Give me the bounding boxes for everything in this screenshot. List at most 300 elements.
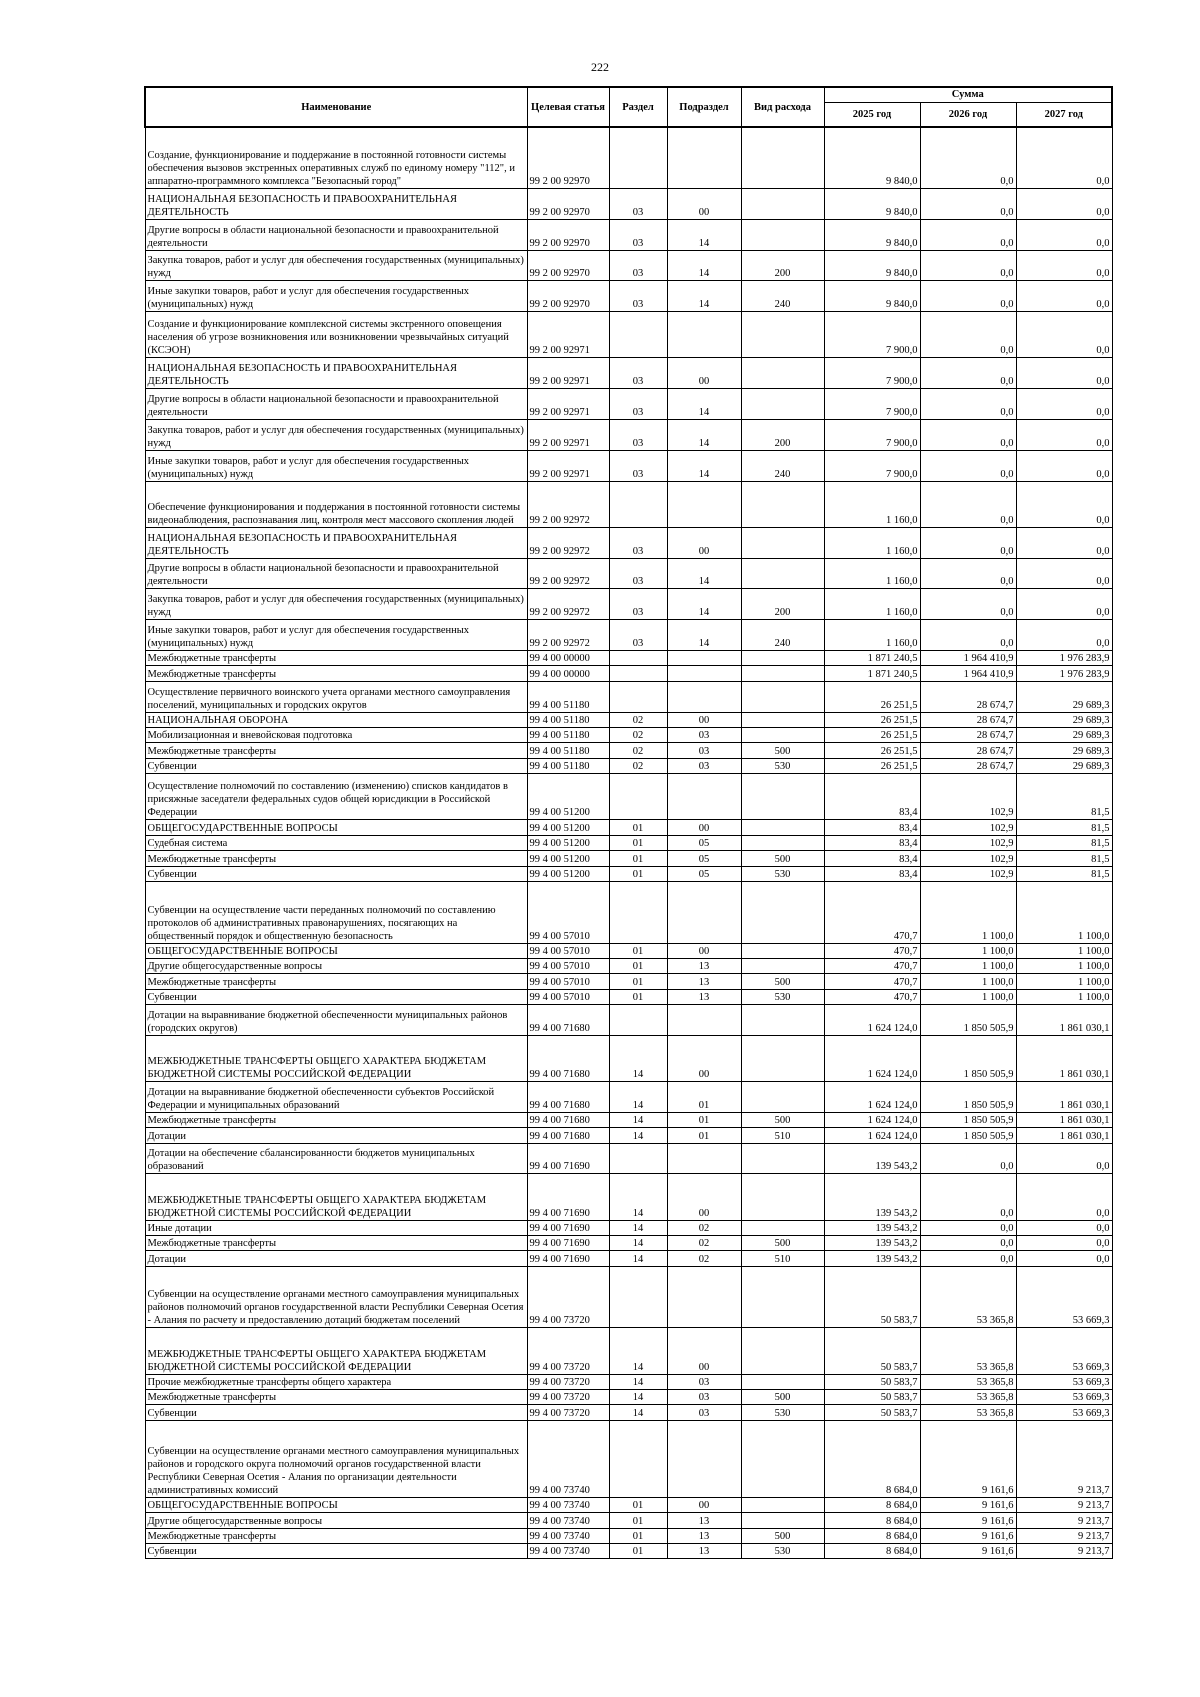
table-row [145, 1143, 1112, 1174]
row-amount-2026: 1 964 410,9 [920, 651, 1016, 666]
row-subsection [667, 1266, 741, 1328]
row-code: 99 4 00 57010 [527, 881, 609, 943]
row-subsection: 02 [667, 1251, 741, 1266]
table-row [145, 681, 1112, 712]
row-section [609, 666, 667, 681]
row-amount-2025: 1 160,0 [824, 589, 920, 620]
row-code: 99 4 00 73740 [527, 1543, 609, 1558]
row-name: ОБЩЕГОСУДАРСТВЕННЫЕ ВОПРОСЫ [145, 943, 527, 958]
row-subsection: 03 [667, 758, 741, 773]
row-section: 14 [609, 1220, 667, 1235]
row-section: 01 [609, 1528, 667, 1543]
row-section [609, 681, 667, 712]
table-row [145, 281, 1112, 312]
row-amount-2026: 9 161,6 [920, 1543, 1016, 1558]
row-section: 01 [609, 1497, 667, 1512]
row-section [609, 1143, 667, 1174]
table-row [145, 881, 1112, 943]
row-amount-2025: 26 251,5 [824, 758, 920, 773]
table-row [145, 1035, 1112, 1081]
row-amount-2027: 53 669,3 [1016, 1266, 1112, 1328]
row-name: Межбюджетные трансферты [145, 666, 527, 681]
row-section [609, 1266, 667, 1328]
row-amount-2025: 50 583,7 [824, 1266, 920, 1328]
row-amount-2025: 1 624 124,0 [824, 1035, 920, 1081]
row-name: Другие общегосударственные вопросы [145, 958, 527, 973]
row-section: 01 [609, 866, 667, 881]
row-subsection: 14 [667, 620, 741, 651]
row-amount-2025: 8 684,0 [824, 1420, 920, 1497]
row-expense-type [741, 481, 824, 527]
row-amount-2027: 1 100,0 [1016, 989, 1112, 1004]
row-amount-2027: 0,0 [1016, 219, 1112, 250]
row-code: 99 4 00 57010 [527, 943, 609, 958]
row-section [609, 127, 667, 189]
row-section: 03 [609, 589, 667, 620]
row-amount-2025: 9 840,0 [824, 281, 920, 312]
row-name: Создание и функционирование комплексной системы экстренного оповещения населения об угрозе возникновения или возникновении чрезвычайных ситуаций (КСЭОН) [145, 312, 527, 358]
row-code: 99 4 00 71690 [527, 1174, 609, 1220]
row-amount-2026: 1 100,0 [920, 989, 1016, 1004]
row-section: 14 [609, 1035, 667, 1081]
row-amount-2026: 1 100,0 [920, 974, 1016, 989]
row-amount-2025: 139 543,2 [824, 1174, 920, 1220]
row-code: 99 4 00 51200 [527, 820, 609, 835]
row-subsection: 01 [667, 1128, 741, 1143]
row-amount-2025: 1 871 240,5 [824, 651, 920, 666]
row-amount-2026: 0,0 [920, 1220, 1016, 1235]
row-expense-type [741, 728, 824, 743]
row-amount-2027: 0,0 [1016, 620, 1112, 651]
row-amount-2025: 1 160,0 [824, 527, 920, 558]
row-amount-2026: 0,0 [920, 219, 1016, 250]
row-amount-2026: 1 100,0 [920, 958, 1016, 973]
row-code: 99 4 00 73740 [527, 1497, 609, 1512]
row-amount-2025: 50 583,7 [824, 1389, 920, 1404]
table-row [145, 1251, 1112, 1266]
row-expense-type [741, 1220, 824, 1235]
row-expense-type: 200 [741, 250, 824, 281]
row-name: Межбюджетные трансферты [145, 743, 527, 758]
row-section [609, 481, 667, 527]
row-name: Дотации [145, 1251, 527, 1266]
row-subsection: 13 [667, 1528, 741, 1543]
row-amount-2027: 29 689,3 [1016, 681, 1112, 712]
row-amount-2026: 0,0 [920, 481, 1016, 527]
row-name: Субвенции [145, 1405, 527, 1420]
row-amount-2027: 9 213,7 [1016, 1528, 1112, 1543]
row-amount-2026: 28 674,7 [920, 758, 1016, 773]
row-amount-2027: 53 669,3 [1016, 1328, 1112, 1374]
row-amount-2025: 7 900,0 [824, 358, 920, 389]
row-section [609, 1005, 667, 1036]
row-code: 99 4 00 51180 [527, 758, 609, 773]
row-amount-2026: 1 850 505,9 [920, 1128, 1016, 1143]
table-row [145, 1513, 1112, 1528]
row-amount-2026: 0,0 [920, 1174, 1016, 1220]
row-subsection [667, 1143, 741, 1174]
row-amount-2025: 139 543,2 [824, 1236, 920, 1251]
row-subsection [667, 651, 741, 666]
row-code: 99 4 00 73720 [527, 1389, 609, 1404]
table-row [145, 1420, 1112, 1497]
row-expense-type [741, 312, 824, 358]
row-section [609, 774, 667, 820]
budget-table [144, 86, 1113, 1559]
row-amount-2026: 102,9 [920, 774, 1016, 820]
row-amount-2025: 26 251,5 [824, 712, 920, 727]
row-expense-type: 240 [741, 620, 824, 651]
row-name: Мобилизационная и вневойсковая подготовка [145, 728, 527, 743]
table-row [145, 943, 1112, 958]
row-section: 03 [609, 620, 667, 651]
row-code: 99 4 00 71690 [527, 1236, 609, 1251]
row-code: 99 4 00 73720 [527, 1374, 609, 1389]
row-code: 99 4 00 51180 [527, 743, 609, 758]
row-section [609, 312, 667, 358]
row-subsection [667, 127, 741, 189]
table-row [145, 1220, 1112, 1235]
row-amount-2026: 28 674,7 [920, 712, 1016, 727]
row-name: Другие вопросы в области национальной безопасности и правоохранительной деятельности [145, 219, 527, 250]
row-amount-2027: 81,5 [1016, 866, 1112, 881]
header-code: Целевая статья [527, 87, 609, 127]
row-amount-2025: 7 900,0 [824, 420, 920, 451]
row-name: МЕЖБЮДЖЕТНЫЕ ТРАНСФЕРТЫ ОБЩЕГО ХАРАКТЕРА БЮДЖЕТАМ БЮДЖЕТНОЙ СИСТЕМЫ РОССИЙСКОЙ ФЕДЕРАЦИИ [145, 1035, 527, 1081]
row-expense-type [741, 774, 824, 820]
row-code: 99 2 00 92970 [527, 127, 609, 189]
table-row [145, 127, 1112, 189]
row-amount-2027: 1 100,0 [1016, 943, 1112, 958]
row-code: 99 4 00 51200 [527, 866, 609, 881]
row-code: 99 4 00 71690 [527, 1143, 609, 1174]
row-amount-2027: 9 213,7 [1016, 1497, 1112, 1512]
table-row [145, 728, 1112, 743]
row-amount-2025: 1 871 240,5 [824, 666, 920, 681]
row-section: 14 [609, 1251, 667, 1266]
row-expense-type: 500 [741, 1389, 824, 1404]
row-amount-2025: 9 840,0 [824, 219, 920, 250]
row-amount-2026: 1 100,0 [920, 881, 1016, 943]
row-amount-2025: 83,4 [824, 851, 920, 866]
row-expense-type: 500 [741, 1112, 824, 1127]
row-amount-2025: 9 840,0 [824, 189, 920, 220]
row-expense-type: 240 [741, 281, 824, 312]
row-amount-2027: 0,0 [1016, 527, 1112, 558]
row-amount-2026: 0,0 [920, 127, 1016, 189]
header-year-2026: 2026 год [920, 102, 1016, 127]
row-expense-type [741, 1005, 824, 1036]
row-subsection: 05 [667, 835, 741, 850]
row-code: 99 4 00 71690 [527, 1251, 609, 1266]
row-code: 99 2 00 92972 [527, 620, 609, 651]
row-amount-2026: 9 161,6 [920, 1497, 1016, 1512]
table-row [145, 620, 1112, 651]
row-code: 99 2 00 92970 [527, 189, 609, 220]
table-row [145, 820, 1112, 835]
row-code: 99 2 00 92972 [527, 481, 609, 527]
header-section: Раздел [609, 87, 667, 127]
row-name: Судебная система [145, 835, 527, 850]
row-amount-2025: 9 840,0 [824, 250, 920, 281]
row-amount-2027: 0,0 [1016, 358, 1112, 389]
table-row [145, 312, 1112, 358]
row-subsection: 14 [667, 250, 741, 281]
row-name: Межбюджетные трансферты [145, 651, 527, 666]
row-section: 01 [609, 835, 667, 850]
row-expense-type [741, 958, 824, 973]
row-expense-type [741, 1174, 824, 1220]
row-amount-2026: 0,0 [920, 450, 1016, 481]
row-section: 03 [609, 558, 667, 589]
row-amount-2026: 28 674,7 [920, 681, 1016, 712]
row-section [609, 1420, 667, 1497]
table-row [145, 758, 1112, 773]
row-amount-2027: 0,0 [1016, 127, 1112, 189]
table-row [145, 389, 1112, 420]
row-expense-type: 530 [741, 1405, 824, 1420]
row-subsection: 14 [667, 420, 741, 451]
row-amount-2026: 53 365,8 [920, 1405, 1016, 1420]
row-expense-type [741, 189, 824, 220]
row-section: 14 [609, 1328, 667, 1374]
row-name: Субвенции [145, 989, 527, 1004]
row-expense-type [741, 1374, 824, 1389]
row-amount-2027: 1 861 030,1 [1016, 1128, 1112, 1143]
row-amount-2026: 0,0 [920, 1251, 1016, 1266]
row-code: 99 4 00 51200 [527, 851, 609, 866]
row-section: 02 [609, 728, 667, 743]
row-code: 99 2 00 92972 [527, 589, 609, 620]
row-section: 03 [609, 389, 667, 420]
row-amount-2027: 9 213,7 [1016, 1543, 1112, 1558]
row-name: Осуществление первичного воинского учета органами местного самоуправления поселений, муниципальных и городских округов [145, 681, 527, 712]
row-code: 99 2 00 92972 [527, 527, 609, 558]
row-code: 99 2 00 92971 [527, 450, 609, 481]
row-amount-2026: 102,9 [920, 866, 1016, 881]
table-row [145, 651, 1112, 666]
row-name: Дотации на выравнивание бюджетной обеспеченности муниципальных районов (городских округов) [145, 1005, 527, 1036]
row-amount-2025: 50 583,7 [824, 1328, 920, 1374]
row-expense-type [741, 358, 824, 389]
row-section [609, 651, 667, 666]
row-subsection: 00 [667, 1035, 741, 1081]
row-amount-2025: 1 624 124,0 [824, 1112, 920, 1127]
row-section: 03 [609, 189, 667, 220]
table-row [145, 851, 1112, 866]
row-name: НАЦИОНАЛЬНАЯ БЕЗОПАСНОСТЬ И ПРАВООХРАНИТЕЛЬНАЯ ДЕЯТЕЛЬНОСТЬ [145, 358, 527, 389]
row-amount-2026: 53 365,8 [920, 1328, 1016, 1374]
row-subsection: 03 [667, 1374, 741, 1389]
row-subsection: 14 [667, 389, 741, 420]
row-name: Создание, функционирование и поддержание в постоянной готовности системы обеспечения вызовов экстренных оперативных служб по единому номеру "112", и аппаратно-программного комплекса "Безопасный город" [145, 127, 527, 189]
row-expense-type: 510 [741, 1128, 824, 1143]
table-row [145, 1082, 1112, 1113]
row-subsection: 14 [667, 450, 741, 481]
row-expense-type: 500 [741, 851, 824, 866]
table-row [145, 774, 1112, 820]
row-amount-2025: 83,4 [824, 820, 920, 835]
row-section: 01 [609, 1513, 667, 1528]
row-code: 99 4 00 73740 [527, 1513, 609, 1528]
table-header [145, 87, 1112, 127]
row-section: 02 [609, 712, 667, 727]
row-expense-type: 500 [741, 1236, 824, 1251]
table-row [145, 1389, 1112, 1404]
header-year-2027: 2027 год [1016, 102, 1112, 127]
row-amount-2026: 28 674,7 [920, 743, 1016, 758]
row-section: 01 [609, 989, 667, 1004]
row-expense-type: 500 [741, 743, 824, 758]
table-row [145, 974, 1112, 989]
row-amount-2026: 1 850 505,9 [920, 1005, 1016, 1036]
row-name: Иные дотации [145, 1220, 527, 1235]
row-section: 03 [609, 281, 667, 312]
row-amount-2025: 139 543,2 [824, 1251, 920, 1266]
row-name: ОБЩЕГОСУДАРСТВЕННЫЕ ВОПРОСЫ [145, 820, 527, 835]
row-amount-2027: 29 689,3 [1016, 728, 1112, 743]
row-amount-2027: 0,0 [1016, 250, 1112, 281]
row-subsection: 00 [667, 1174, 741, 1220]
row-amount-2027: 1 861 030,1 [1016, 1005, 1112, 1036]
row-code: 99 4 00 57010 [527, 974, 609, 989]
row-expense-type [741, 1143, 824, 1174]
row-amount-2027: 81,5 [1016, 835, 1112, 850]
row-amount-2027: 0,0 [1016, 1236, 1112, 1251]
row-code: 99 4 00 73740 [527, 1420, 609, 1497]
row-amount-2027: 1 976 283,9 [1016, 651, 1112, 666]
row-code: 99 4 00 51200 [527, 774, 609, 820]
row-amount-2026: 9 161,6 [920, 1420, 1016, 1497]
row-section: 14 [609, 1082, 667, 1113]
row-section [609, 881, 667, 943]
row-amount-2027: 9 213,7 [1016, 1513, 1112, 1528]
row-amount-2027: 29 689,3 [1016, 743, 1112, 758]
table-row [145, 1497, 1112, 1512]
row-name: Осуществление полномочий по составлению (изменению) списков кандидатов в присяжные заседатели федеральных судов общей юрисдикции в Российской Федерации [145, 774, 527, 820]
row-expense-type [741, 820, 824, 835]
row-amount-2026: 0,0 [920, 1143, 1016, 1174]
row-amount-2025: 1 624 124,0 [824, 1082, 920, 1113]
row-amount-2025: 7 900,0 [824, 450, 920, 481]
row-subsection: 00 [667, 527, 741, 558]
row-subsection: 05 [667, 851, 741, 866]
row-code: 99 4 00 51180 [527, 728, 609, 743]
row-code: 99 4 00 71690 [527, 1220, 609, 1235]
row-section: 14 [609, 1174, 667, 1220]
row-amount-2025: 8 684,0 [824, 1497, 920, 1512]
table-row [145, 989, 1112, 1004]
row-name: Другие вопросы в области национальной безопасности и правоохранительной деятельности [145, 558, 527, 589]
row-amount-2027: 53 669,3 [1016, 1374, 1112, 1389]
row-amount-2025: 7 900,0 [824, 312, 920, 358]
row-amount-2025: 470,7 [824, 989, 920, 1004]
row-code: 99 2 00 92971 [527, 420, 609, 451]
row-amount-2025: 470,7 [824, 958, 920, 973]
table-row [145, 712, 1112, 727]
table-row [145, 558, 1112, 589]
row-amount-2026: 0,0 [920, 1236, 1016, 1251]
row-section: 01 [609, 958, 667, 973]
row-amount-2027: 0,0 [1016, 450, 1112, 481]
row-name: Межбюджетные трансферты [145, 1528, 527, 1543]
table-row [145, 420, 1112, 451]
row-name: Межбюджетные трансферты [145, 1236, 527, 1251]
table-row [145, 1328, 1112, 1374]
row-name: Закупка товаров, работ и услуг для обеспечения государственных (муниципальных) нужд [145, 250, 527, 281]
header-expense-type: Вид расхода [741, 87, 824, 127]
row-subsection: 01 [667, 1082, 741, 1113]
row-expense-type [741, 681, 824, 712]
row-code: 99 4 00 73720 [527, 1328, 609, 1374]
row-amount-2027: 0,0 [1016, 1220, 1112, 1235]
row-amount-2025: 7 900,0 [824, 389, 920, 420]
table-row [145, 1112, 1112, 1127]
table-row [145, 1236, 1112, 1251]
row-section: 01 [609, 851, 667, 866]
row-code: 99 2 00 92972 [527, 558, 609, 589]
row-amount-2027: 0,0 [1016, 1143, 1112, 1174]
row-amount-2025: 470,7 [824, 881, 920, 943]
row-code: 99 4 00 51200 [527, 835, 609, 850]
row-expense-type: 510 [741, 1251, 824, 1266]
row-amount-2026: 1 850 505,9 [920, 1112, 1016, 1127]
row-expense-type [741, 835, 824, 850]
row-amount-2027: 81,5 [1016, 851, 1112, 866]
row-expense-type [741, 389, 824, 420]
row-section: 02 [609, 758, 667, 773]
page-number: 222 [591, 60, 609, 74]
row-subsection: 14 [667, 281, 741, 312]
row-expense-type: 530 [741, 758, 824, 773]
row-code: 99 2 00 92971 [527, 312, 609, 358]
row-amount-2027: 0,0 [1016, 558, 1112, 589]
row-subsection: 13 [667, 1543, 741, 1558]
row-subsection: 03 [667, 743, 741, 758]
row-amount-2026: 1 850 505,9 [920, 1082, 1016, 1113]
row-amount-2026: 1 100,0 [920, 943, 1016, 958]
row-code: 99 4 00 00000 [527, 651, 609, 666]
row-amount-2025: 1 624 124,0 [824, 1128, 920, 1143]
table-row [145, 666, 1112, 681]
row-name: Межбюджетные трансферты [145, 1389, 527, 1404]
row-name: Другие общегосударственные вопросы [145, 1513, 527, 1528]
row-subsection: 13 [667, 989, 741, 1004]
row-code: 99 4 00 71680 [527, 1112, 609, 1127]
table-row [145, 589, 1112, 620]
row-amount-2026: 0,0 [920, 281, 1016, 312]
row-amount-2025: 50 583,7 [824, 1374, 920, 1389]
row-expense-type: 530 [741, 989, 824, 1004]
row-subsection: 00 [667, 943, 741, 958]
row-section: 14 [609, 1389, 667, 1404]
row-section: 03 [609, 527, 667, 558]
row-code: 99 2 00 92971 [527, 358, 609, 389]
row-section: 01 [609, 1543, 667, 1558]
row-name: Обеспечение функционирования и поддержания в постоянной готовности системы видеонаблюдения, распознавания лиц, контроля мест массового скопления людей [145, 481, 527, 527]
row-amount-2025: 470,7 [824, 974, 920, 989]
row-subsection [667, 1005, 741, 1036]
row-section: 14 [609, 1405, 667, 1420]
row-name: НАЦИОНАЛЬНАЯ БЕЗОПАСНОСТЬ И ПРАВООХРАНИТЕЛЬНАЯ ДЕЯТЕЛЬНОСТЬ [145, 189, 527, 220]
table-row [145, 250, 1112, 281]
row-amount-2025: 83,4 [824, 774, 920, 820]
row-amount-2025: 1 160,0 [824, 481, 920, 527]
row-expense-type [741, 666, 824, 681]
row-subsection [667, 481, 741, 527]
row-amount-2027: 81,5 [1016, 820, 1112, 835]
row-amount-2025: 1 160,0 [824, 620, 920, 651]
